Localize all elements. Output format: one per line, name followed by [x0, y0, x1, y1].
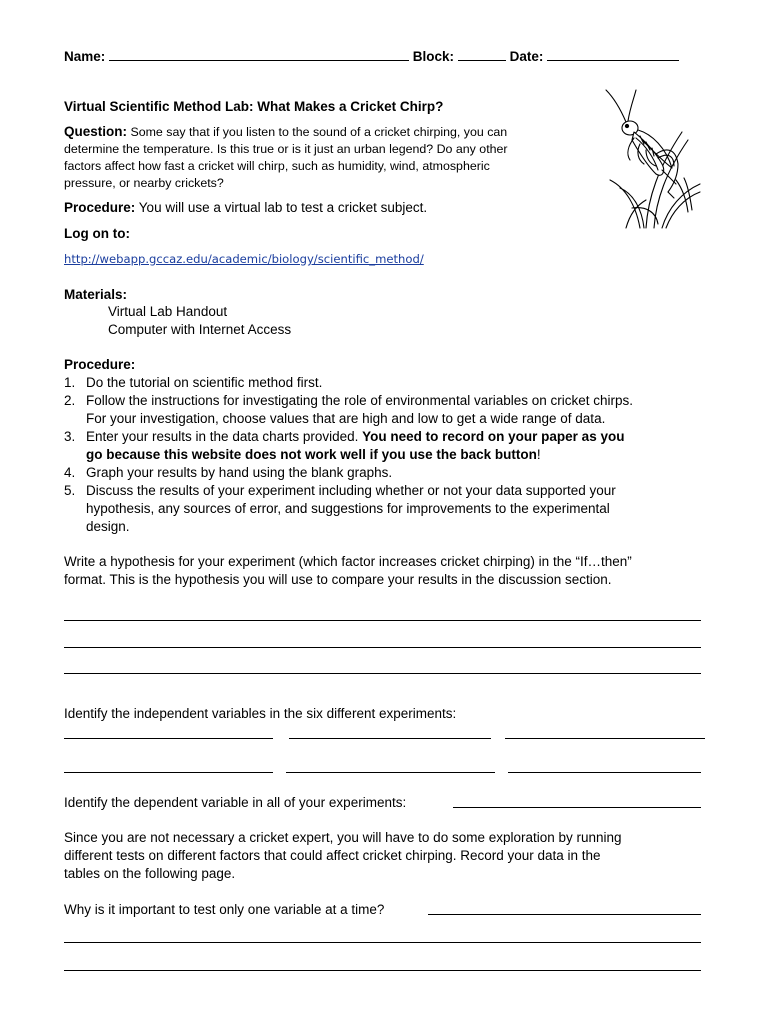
name-field[interactable] — [109, 48, 409, 61]
step-text: Graph your results by hand using the blank graphs. — [86, 465, 393, 480]
question-line-2: determine the temperature. Is this true or is it just an urban legend? Do any other — [64, 142, 508, 156]
step-text — [86, 428, 624, 445]
procedure-label: Procedure: — [64, 357, 136, 372]
dependent-prompt — [64, 794, 406, 811]
question-line-3: factors affect how fast a cricket will chirp, such as humidity, wind, atmospheric — [64, 159, 490, 173]
material-item: Computer with Internet Access — [108, 322, 292, 337]
step-number: 1. — [64, 375, 76, 390]
step-text: Follow the instructions for investigating the role of environmental variables on cricket chirps. — [86, 393, 634, 408]
exploration-text-3: tables on the following page. — [64, 866, 236, 881]
worksheet-title: Virtual Scientific Method Lab: What Makes a Cricket Chirp? — [64, 99, 444, 114]
step-3-bold-2: go because this website does not work well if you use the back button — [86, 447, 537, 462]
independent-answer-line[interactable] — [508, 772, 701, 773]
lab-url-link[interactable]: http://webapp.gccaz.edu/academic/biology/scientific_method/ — [64, 252, 424, 266]
hypothesis-answer-line[interactable] — [64, 647, 701, 648]
independent-answer-line[interactable] — [64, 772, 273, 773]
question-label: Question: — [64, 124, 127, 139]
independent-answer-line[interactable] — [505, 738, 705, 739]
step-number: 2. — [64, 393, 76, 408]
step-number: 5. — [64, 483, 76, 498]
hypothesis-answer-line[interactable] — [64, 673, 701, 674]
procedure-intro — [64, 199, 427, 216]
step-text: For your investigation, choose values that are high and low to get a wide range of data. — [86, 411, 606, 426]
why-prompt: Why is it important to test only one variable at a time? — [64, 902, 385, 917]
independent-answer-line[interactable] — [64, 738, 273, 739]
block-label: Block: — [412, 49, 455, 64]
question-line-1 — [64, 124, 507, 141]
material-item: Virtual Lab Handout — [108, 304, 228, 319]
block-field[interactable] — [458, 48, 506, 61]
exploration-text-1: Since you are not necessary a cricket expert, you will have to do some exploration by running — [64, 830, 622, 845]
dependent-answer-line[interactable] — [453, 807, 701, 808]
why-answer-line[interactable] — [428, 914, 701, 915]
independent-answer-line[interactable] — [289, 738, 491, 739]
step-text — [86, 446, 541, 463]
step-3-bold: You need to record on your paper as you — [362, 429, 625, 444]
why-answer-line[interactable] — [64, 970, 701, 971]
step-number: 4. — [64, 465, 76, 480]
step-3-plain-2: ! — [536, 447, 541, 462]
hypothesis-prompt-2: format. This is the hypothesis you will use to compare your results in the discussion section. — [64, 572, 612, 587]
name-label: Name: — [64, 49, 106, 64]
independent-prompt: Identify the independent variables in the six different experiments: — [64, 706, 457, 721]
hypothesis-prompt-1: Write a hypothesis for your experiment (which factor increases cricket chirping) in the “If…then” — [64, 554, 632, 569]
header-line — [64, 48, 679, 65]
procedure-intro-text: You will use a virtual lab to test a cricket subject. — [138, 200, 428, 215]
date-label: Date: — [509, 49, 544, 64]
step-text: design. — [86, 519, 130, 534]
procedure-intro-label: Procedure: — [64, 200, 136, 215]
step-text: hypothesis, any sources of error, and suggestions for improvements to the experimental — [86, 501, 610, 516]
logon-label: Log on to: — [64, 226, 130, 241]
step-text: Discuss the results of your experiment including whether or not your data supported your — [86, 483, 616, 498]
independent-answer-line[interactable] — [286, 772, 495, 773]
hypothesis-answer-line[interactable] — [64, 620, 701, 621]
date-field[interactable] — [547, 48, 679, 61]
dependent-prompt-text: Identify the dependent variable in all of your experiments: — [64, 795, 407, 810]
why-answer-line[interactable] — [64, 942, 701, 943]
question-text-1: Some say that if you listen to the sound of a cricket chirping, you can — [130, 125, 508, 139]
step-3-plain: Enter your results in the data charts provided. — [86, 429, 363, 444]
step-text: Do the tutorial on scientific method first. — [86, 375, 323, 390]
materials-label: Materials: — [64, 287, 128, 302]
exploration-text-2: different tests on different factors that could affect cricket chirping. Record your data in the — [64, 848, 601, 863]
question-line-4: pressure, or nearby crickets? — [64, 176, 224, 190]
step-number: 3. — [64, 429, 76, 444]
cricket-illustration — [596, 88, 706, 230]
